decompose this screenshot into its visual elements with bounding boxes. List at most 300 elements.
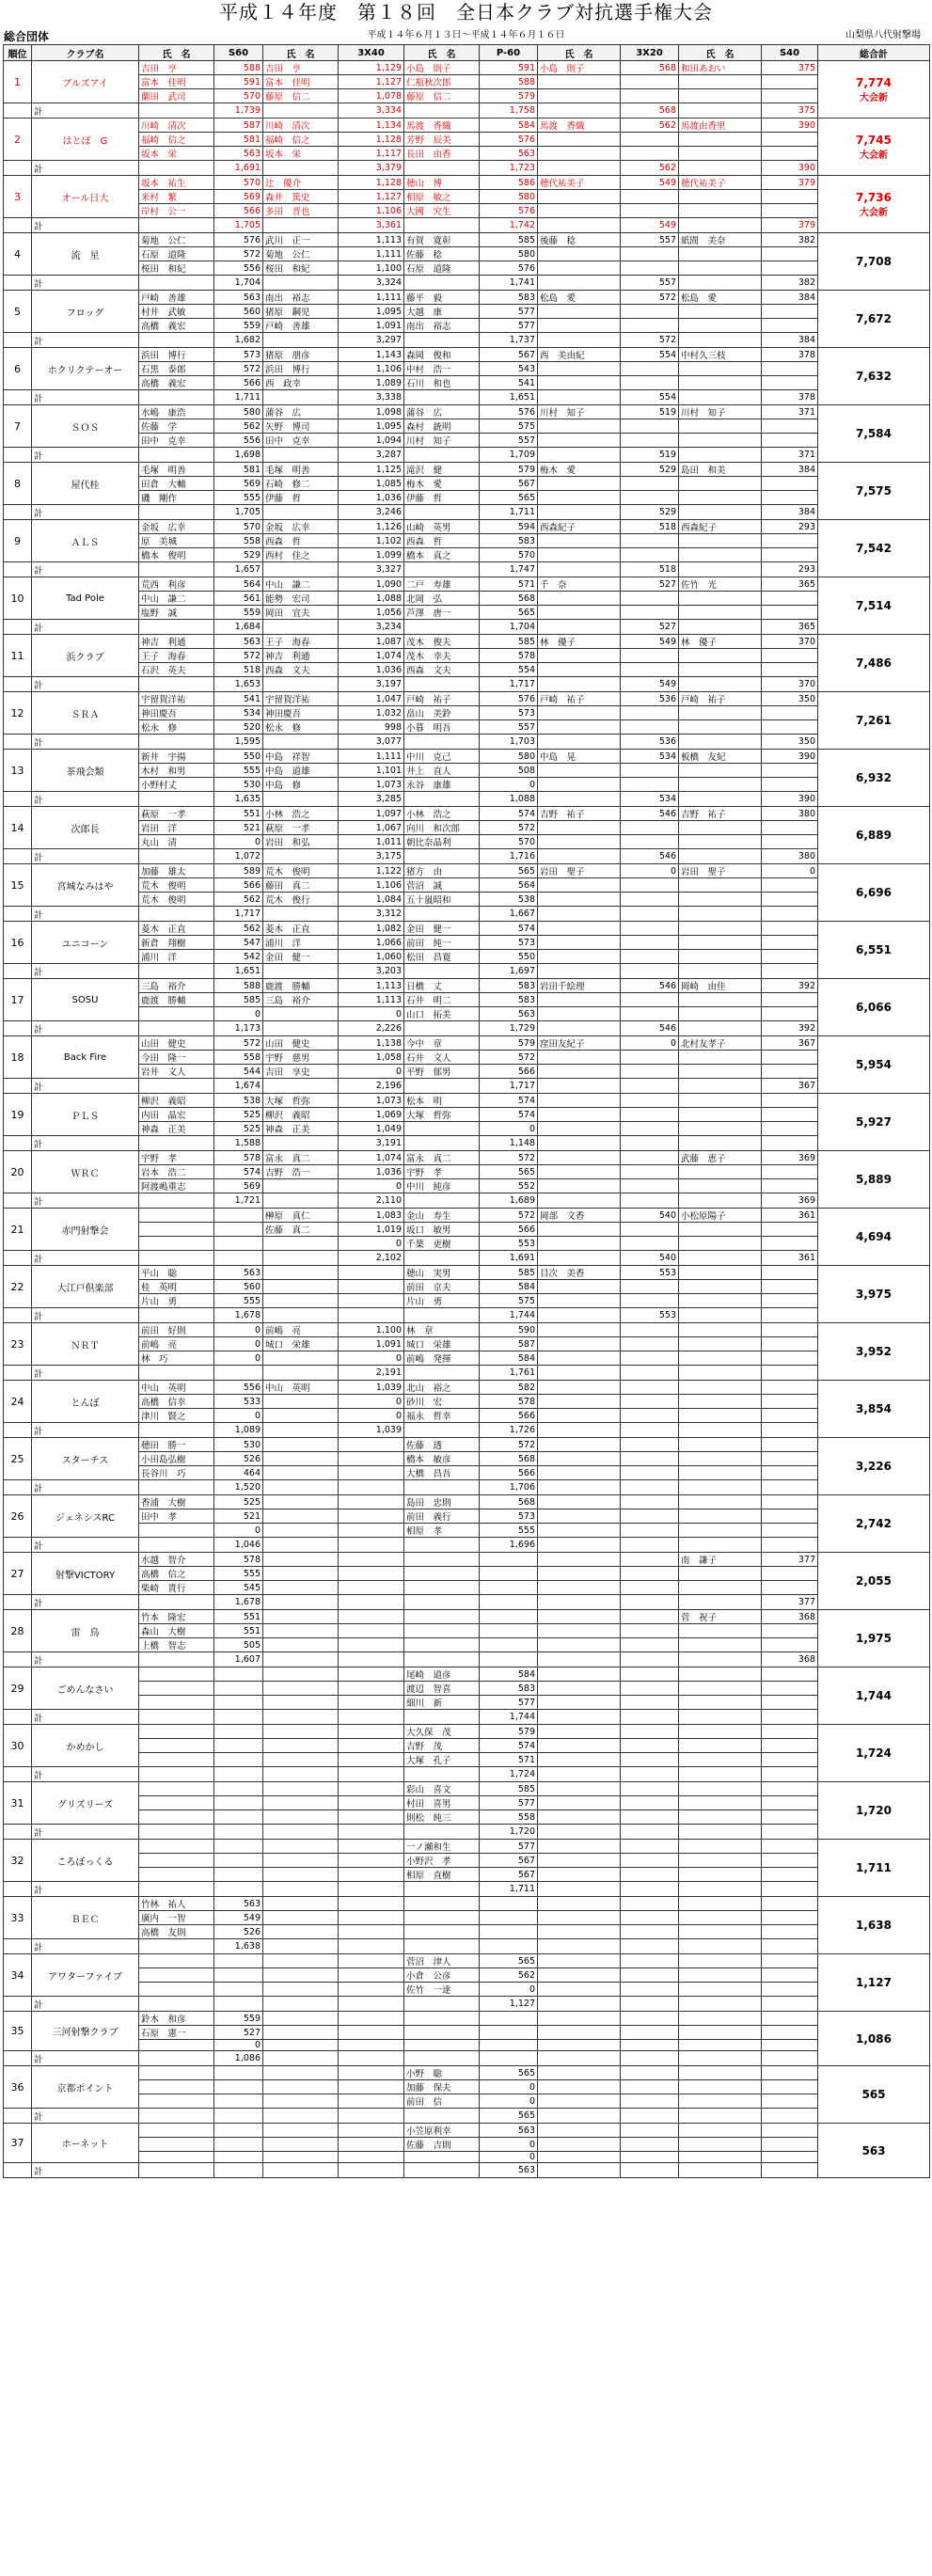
rank-cell — [4, 2051, 32, 2066]
event-subtotal: 3,338 — [339, 390, 404, 405]
shooter-name: 塩野 誠 — [139, 606, 214, 620]
event-subtotal: 2,226 — [339, 1021, 404, 1036]
event-score: 518 — [214, 663, 263, 677]
event-score: 546 — [621, 979, 679, 993]
shooter-name — [263, 562, 339, 577]
shooter-name: 中山 謙二 — [139, 592, 214, 606]
event-score: 564 — [480, 878, 538, 893]
event-score — [621, 1179, 679, 1193]
shooter-name: 佐藤 稔 — [404, 247, 480, 261]
shooter-name — [679, 1968, 762, 1983]
shooter-name — [679, 2066, 762, 2080]
shooter-name: 伊藤 哲 — [404, 491, 480, 505]
event-score — [762, 1624, 818, 1638]
shooter-name — [139, 1696, 214, 1710]
shooter-name: 中山 英明 — [263, 1381, 339, 1395]
event-subtotal: 3,327 — [339, 562, 404, 577]
shooter-name: 武川 正一 — [263, 233, 339, 247]
shooter-name: 浜田 博行 — [263, 362, 339, 376]
subtotal-label: 計 — [32, 1595, 139, 1610]
club-name-cell: Back Fire — [32, 1036, 139, 1079]
subtotal-label: 計 — [32, 103, 139, 119]
shooter-name: 岡崎 由佳 — [679, 979, 762, 993]
record-note: 大会新 — [860, 92, 888, 103]
event-subtotal: 1,653 — [214, 677, 263, 692]
shooter-row — [4, 2080, 930, 2094]
shooter-row — [4, 606, 930, 620]
event-score — [762, 1840, 818, 1854]
event-score: 576 — [480, 261, 538, 276]
event-score — [762, 2066, 818, 2080]
event-score: 568 — [621, 61, 679, 75]
event-score — [339, 2026, 404, 2040]
shooter-row — [4, 362, 930, 376]
grand-total-value: 3,975 — [856, 1288, 892, 1301]
event-score: 1,095 — [339, 419, 404, 434]
shooter-name — [263, 1939, 339, 1954]
shooter-name: 藤原 信二 — [404, 89, 480, 103]
event-subtotal: 1,607 — [214, 1652, 263, 1667]
shooter-name — [679, 2152, 762, 2163]
event-subtotal — [621, 2051, 679, 2066]
event-subtotal: 1,678 — [214, 1308, 263, 1323]
event-subtotal: 518 — [621, 562, 679, 577]
event-score — [762, 1452, 818, 1466]
shooter-name — [679, 161, 762, 176]
subtotal-row — [4, 1136, 930, 1151]
shooter-name — [538, 1280, 621, 1294]
shooter-row — [4, 376, 930, 390]
event-score — [339, 2080, 404, 2094]
event-score — [762, 778, 818, 792]
shooter-name: 坂本 栄 — [263, 147, 339, 161]
shooter-name: 中川 純彦 — [404, 1179, 480, 1193]
event-score: 1,143 — [339, 348, 404, 362]
event-score — [621, 1509, 679, 1524]
shooter-name — [139, 1753, 214, 1767]
shooter-name — [679, 1796, 762, 1810]
event-subtotal — [621, 1423, 679, 1438]
shooter-name — [538, 1925, 621, 1939]
shooter-name: 茂木 幸夫 — [404, 649, 480, 663]
event-subtotal — [214, 1366, 263, 1381]
rank-cell — [4, 333, 32, 348]
event-subtotal: 1,651 — [214, 964, 263, 979]
shooter-name — [263, 1767, 339, 1782]
shooter-name — [404, 1897, 480, 1911]
club-name-cell: はとぽ G — [32, 119, 139, 161]
grand-total-cell — [818, 1954, 930, 2012]
event-score: 1,069 — [339, 1108, 404, 1122]
event-score — [339, 2124, 404, 2138]
event-score: 588 — [214, 979, 263, 993]
shooter-name: 松本 明 — [404, 1094, 480, 1108]
event-score: 576 — [480, 133, 538, 147]
shooter-row — [4, 1294, 930, 1308]
shooter-name: 平山 聡 — [139, 1266, 214, 1280]
event-score — [762, 764, 818, 778]
event-score: 562 — [621, 119, 679, 133]
rank-cell: 12 — [4, 692, 32, 735]
event-score: 579 — [480, 1036, 538, 1051]
subtotal-row — [4, 1366, 930, 1381]
club-name-cell: ブルズアイ — [32, 61, 139, 103]
event-score: 0 — [621, 1036, 679, 1051]
event-subtotal — [762, 1767, 818, 1782]
subtotal-row — [4, 1079, 930, 1094]
grand-total-cell — [818, 1897, 930, 1954]
shooter-name — [404, 1193, 480, 1209]
shooter-row — [4, 720, 930, 735]
subtotal-label: 計 — [32, 505, 139, 520]
shooter-name: 菅 祝子 — [679, 1610, 762, 1624]
shooter-name: 佐藤 真二 — [263, 1223, 339, 1237]
shooter-name: 桜田 和紀 — [139, 261, 214, 276]
event-score: 580 — [480, 190, 538, 204]
shooter-name — [263, 276, 339, 291]
event-score: 1,111 — [339, 247, 404, 261]
shooter-name — [679, 1725, 762, 1739]
rank-cell — [4, 849, 32, 864]
subtotal-label: 計 — [32, 390, 139, 405]
event-score: 538 — [214, 1094, 263, 1108]
club-name-cell: オール日大 — [32, 176, 139, 218]
shooter-name: 神森 正美 — [139, 1122, 214, 1136]
grand-total-cell — [818, 1495, 930, 1553]
event-score: 551 — [214, 1624, 263, 1638]
shooter-name — [679, 562, 762, 577]
shooter-name — [263, 1782, 339, 1796]
event-score: 563 — [214, 1266, 263, 1280]
shooter-name — [679, 1280, 762, 1294]
event-score — [762, 1638, 818, 1652]
event-score: 371 — [762, 405, 818, 419]
shooter-name: 松永 修 — [263, 720, 339, 735]
event-score — [621, 1667, 679, 1682]
shooter-name: 金坂 広幸 — [139, 520, 214, 534]
shooter-name — [679, 936, 762, 950]
shooter-name: 島田 忠則 — [404, 1495, 480, 1509]
shooter-name — [263, 1925, 339, 1939]
shooter-name: 相原 敏之 — [404, 190, 480, 204]
shooter-name: 松永 修 — [139, 720, 214, 735]
event-score — [214, 1725, 263, 1739]
grand-total-value: 7,584 — [856, 427, 892, 440]
shooter-name — [538, 1065, 621, 1079]
shooter-name — [538, 1051, 621, 1065]
shooter-name — [679, 2051, 762, 2066]
event-score: 527 — [214, 2026, 263, 2040]
event-subtotal: 1,723 — [480, 161, 538, 176]
event-score — [762, 1725, 818, 1739]
event-score: 1,122 — [339, 864, 404, 878]
shooter-name — [139, 677, 214, 692]
shooter-name: 金田 健一 — [263, 950, 339, 964]
subtotal-label: 計 — [32, 1366, 139, 1381]
event-score — [339, 1610, 404, 1624]
rank-cell: 36 — [4, 2066, 32, 2109]
shooter-name: 中島 晃 — [538, 750, 621, 764]
shooter-name: 山崎 英男 — [404, 520, 480, 534]
event-score — [339, 2152, 404, 2163]
event-score — [480, 2040, 538, 2051]
event-score — [621, 434, 679, 448]
event-score — [621, 778, 679, 792]
shooter-name — [679, 677, 762, 692]
shooter-row — [4, 577, 930, 592]
shooter-row — [4, 1782, 930, 1796]
shooter-name: 岩田千絵理 — [538, 979, 621, 993]
shooter-name — [139, 161, 214, 176]
event-score — [762, 1395, 818, 1409]
event-score — [762, 2040, 818, 2051]
event-score — [762, 1122, 818, 1136]
event-score — [339, 1266, 404, 1280]
shooter-name — [679, 448, 762, 463]
shooter-name — [679, 878, 762, 893]
shooter-name: 石井 文人 — [404, 1051, 480, 1065]
shooter-name: 戸崎 善雄 — [263, 319, 339, 333]
club-name-cell: 赤門射撃会 — [32, 1209, 139, 1251]
shooter-name: 小野村丈 — [139, 778, 214, 792]
event-score — [339, 2138, 404, 2152]
event-subtotal: 1,761 — [480, 1366, 538, 1381]
shooter-name — [538, 147, 621, 161]
grand-total-cell — [818, 61, 930, 119]
shooter-name — [139, 1652, 214, 1667]
event-score — [762, 2012, 818, 2026]
shooter-name: 渡辺 智喜 — [404, 1682, 480, 1696]
event-score: 594 — [480, 520, 538, 534]
shooter-name — [263, 907, 339, 922]
event-score — [339, 1524, 404, 1538]
shooter-name — [139, 1710, 214, 1725]
shooter-name — [538, 663, 621, 677]
shooter-name: 田中 克幸 — [263, 434, 339, 448]
shooter-name: 猪方 由 — [404, 864, 480, 878]
event-score: 1,082 — [339, 922, 404, 936]
event-score: 575 — [480, 419, 538, 434]
event-score — [621, 1351, 679, 1366]
event-score — [762, 75, 818, 89]
subtotal-label: 計 — [32, 448, 139, 463]
shooter-name: 岸村 公一 — [139, 204, 214, 218]
shooter-name — [679, 1466, 762, 1480]
event-score: 521 — [214, 1509, 263, 1524]
shooter-name: 畠山 美鈴 — [404, 706, 480, 720]
shooter-name: 岡田 宜夫 — [263, 606, 339, 620]
shooter-name: 福崎 信之 — [263, 133, 339, 147]
shooter-name — [679, 1266, 762, 1280]
shooter-name — [404, 1480, 480, 1495]
shooter-row — [4, 1840, 930, 1854]
subtotal-row — [4, 2051, 930, 2066]
club-name-cell: アワターファイブ — [32, 1954, 139, 1997]
subtotal-label: 計 — [32, 562, 139, 577]
event-score — [621, 1868, 679, 1882]
event-score — [621, 1237, 679, 1251]
shooter-name — [263, 1308, 339, 1323]
shooter-name — [679, 1868, 762, 1882]
rank-cell: 3 — [4, 176, 32, 218]
event-score: 0 — [339, 1065, 404, 1079]
shooter-name: 蘭田 武司 — [139, 89, 214, 103]
shooter-name — [139, 1423, 214, 1438]
event-subtotal: 1,739 — [214, 103, 263, 119]
shooter-row — [4, 534, 930, 548]
rank-cell: 17 — [4, 979, 32, 1021]
event-score: 577 — [480, 1840, 538, 1854]
shooter-name — [404, 1021, 480, 1036]
event-score: 526 — [214, 1925, 263, 1939]
event-subtotal — [480, 1652, 538, 1667]
shooter-name — [538, 1553, 621, 1567]
event-score — [621, 1466, 679, 1480]
rank-cell: 34 — [4, 1954, 32, 1997]
shooter-name — [263, 2094, 339, 2109]
shooter-name: 菱木 正直 — [263, 922, 339, 936]
event-score: 1,032 — [339, 706, 404, 720]
shooter-row — [4, 2152, 930, 2163]
shooter-row — [4, 147, 930, 161]
shooter-name — [538, 1337, 621, 1351]
event-score: 534 — [214, 706, 263, 720]
shooter-name — [263, 2138, 339, 2152]
shooter-row — [4, 1610, 930, 1624]
shooter-name — [679, 2138, 762, 2152]
event-score — [621, 1954, 679, 1968]
shooter-name: 北山 裕之 — [404, 1381, 480, 1395]
shooter-name: 大越 康 — [404, 305, 480, 319]
shooter-name — [679, 333, 762, 348]
event-score: 587 — [214, 119, 263, 133]
rank-cell — [4, 1538, 32, 1553]
rank-cell — [4, 1767, 32, 1782]
event-subtotal: 3,287 — [339, 448, 404, 463]
shooter-name — [263, 1868, 339, 1882]
event-score — [762, 1954, 818, 1968]
event-subtotal: 371 — [762, 448, 818, 463]
shooter-name — [679, 75, 762, 89]
subtotal-row — [4, 1825, 930, 1840]
event-score — [214, 2124, 263, 2138]
shooter-name — [679, 1079, 762, 1094]
shooter-name: 二戸 寿雄 — [404, 577, 480, 592]
shooter-name: 木村 和男 — [139, 764, 214, 778]
event-score — [762, 1466, 818, 1480]
grand-total-value: 1,127 — [856, 1976, 892, 1989]
event-score — [762, 1567, 818, 1581]
shooter-name — [538, 1381, 621, 1395]
shooter-name — [263, 1179, 339, 1193]
shooter-name — [263, 1638, 339, 1652]
shooter-name — [538, 362, 621, 376]
shooter-name: 戸崎 祐子 — [679, 692, 762, 706]
event-score — [621, 204, 679, 218]
rank-cell — [4, 1652, 32, 1667]
grand-total-cell — [818, 979, 930, 1036]
subtotal-row — [4, 1193, 930, 1209]
rank-cell: 32 — [4, 1840, 32, 1882]
shooter-name: 北村友孝子 — [679, 1036, 762, 1051]
shooter-name — [538, 434, 621, 448]
event-score: 0 — [214, 1007, 263, 1021]
shooter-name: 城口 栄雄 — [404, 1337, 480, 1351]
event-score — [480, 2012, 538, 2026]
event-score: 1,088 — [339, 592, 404, 606]
event-score: 551 — [214, 1610, 263, 1624]
shooter-name: 小松原陽子 — [679, 1209, 762, 1223]
shooter-row — [4, 649, 930, 663]
shooter-name: 村井 武敏 — [139, 305, 214, 319]
shooter-row — [4, 1868, 930, 1882]
shooter-name — [263, 1810, 339, 1825]
event-score — [339, 2094, 404, 2109]
shooter-name — [404, 161, 480, 176]
event-subtotal — [762, 2163, 818, 2178]
shooter-name — [139, 1810, 214, 1825]
shooter-name — [404, 2163, 480, 2178]
event-dates: 平成１４年６月１３日～平成１４年６月１６日 — [367, 30, 565, 40]
event-score — [214, 1753, 263, 1767]
shooter-name — [263, 964, 339, 979]
grand-total-value: 2,055 — [856, 1574, 892, 1588]
event-score: 1,074 — [339, 1151, 404, 1165]
shooter-name — [538, 1954, 621, 1968]
shooter-name: 林 巧 — [139, 1351, 214, 1366]
shooter-name: 鈴木 和彦 — [139, 2012, 214, 2026]
shooter-name: 南 謙子 — [679, 1553, 762, 1567]
rank-cell: 18 — [4, 1036, 32, 1079]
shooter-name — [679, 1423, 762, 1438]
shooter-name — [538, 2124, 621, 2138]
shooter-name: 前田 好則 — [139, 1323, 214, 1337]
shooter-name — [538, 2080, 621, 2094]
grand-total-value: 1,720 — [856, 1804, 892, 1817]
shooter-name: 上橋 智志 — [139, 1638, 214, 1652]
event-score: 538 — [480, 893, 538, 907]
event-subtotal — [762, 1366, 818, 1381]
shooter-name: 小林 浩之 — [404, 807, 480, 821]
event-score: 505 — [214, 1638, 263, 1652]
event-score — [621, 419, 679, 434]
event-score — [621, 1438, 679, 1452]
shooter-name — [404, 620, 480, 635]
shooter-name — [139, 1983, 214, 1997]
rank-cell — [4, 390, 32, 405]
shooter-name: 水嶋 康浩 — [139, 405, 214, 419]
event-score — [621, 1122, 679, 1136]
shooter-name — [679, 792, 762, 807]
shooter-name — [139, 2080, 214, 2094]
rank-cell: 35 — [4, 2012, 32, 2051]
shooter-name — [679, 1925, 762, 1939]
event-score — [621, 491, 679, 505]
event-score — [762, 147, 818, 161]
page-title: 平成１４年度 第１８回 全日本クラブ対抗選手権大会 — [219, 1, 713, 24]
event-subtotal: 519 — [621, 448, 679, 463]
shooter-row — [4, 1983, 930, 1997]
event-score — [214, 2066, 263, 2080]
shooter-name: 毛塚 明善 — [139, 463, 214, 477]
subtotal-label: 計 — [32, 1652, 139, 1667]
shooter-name — [538, 376, 621, 390]
shooter-name — [263, 1294, 339, 1308]
event-score: 1,138 — [339, 1036, 404, 1051]
shooter-name — [263, 1509, 339, 1524]
shooter-name — [679, 964, 762, 979]
shooter-name — [538, 1452, 621, 1466]
